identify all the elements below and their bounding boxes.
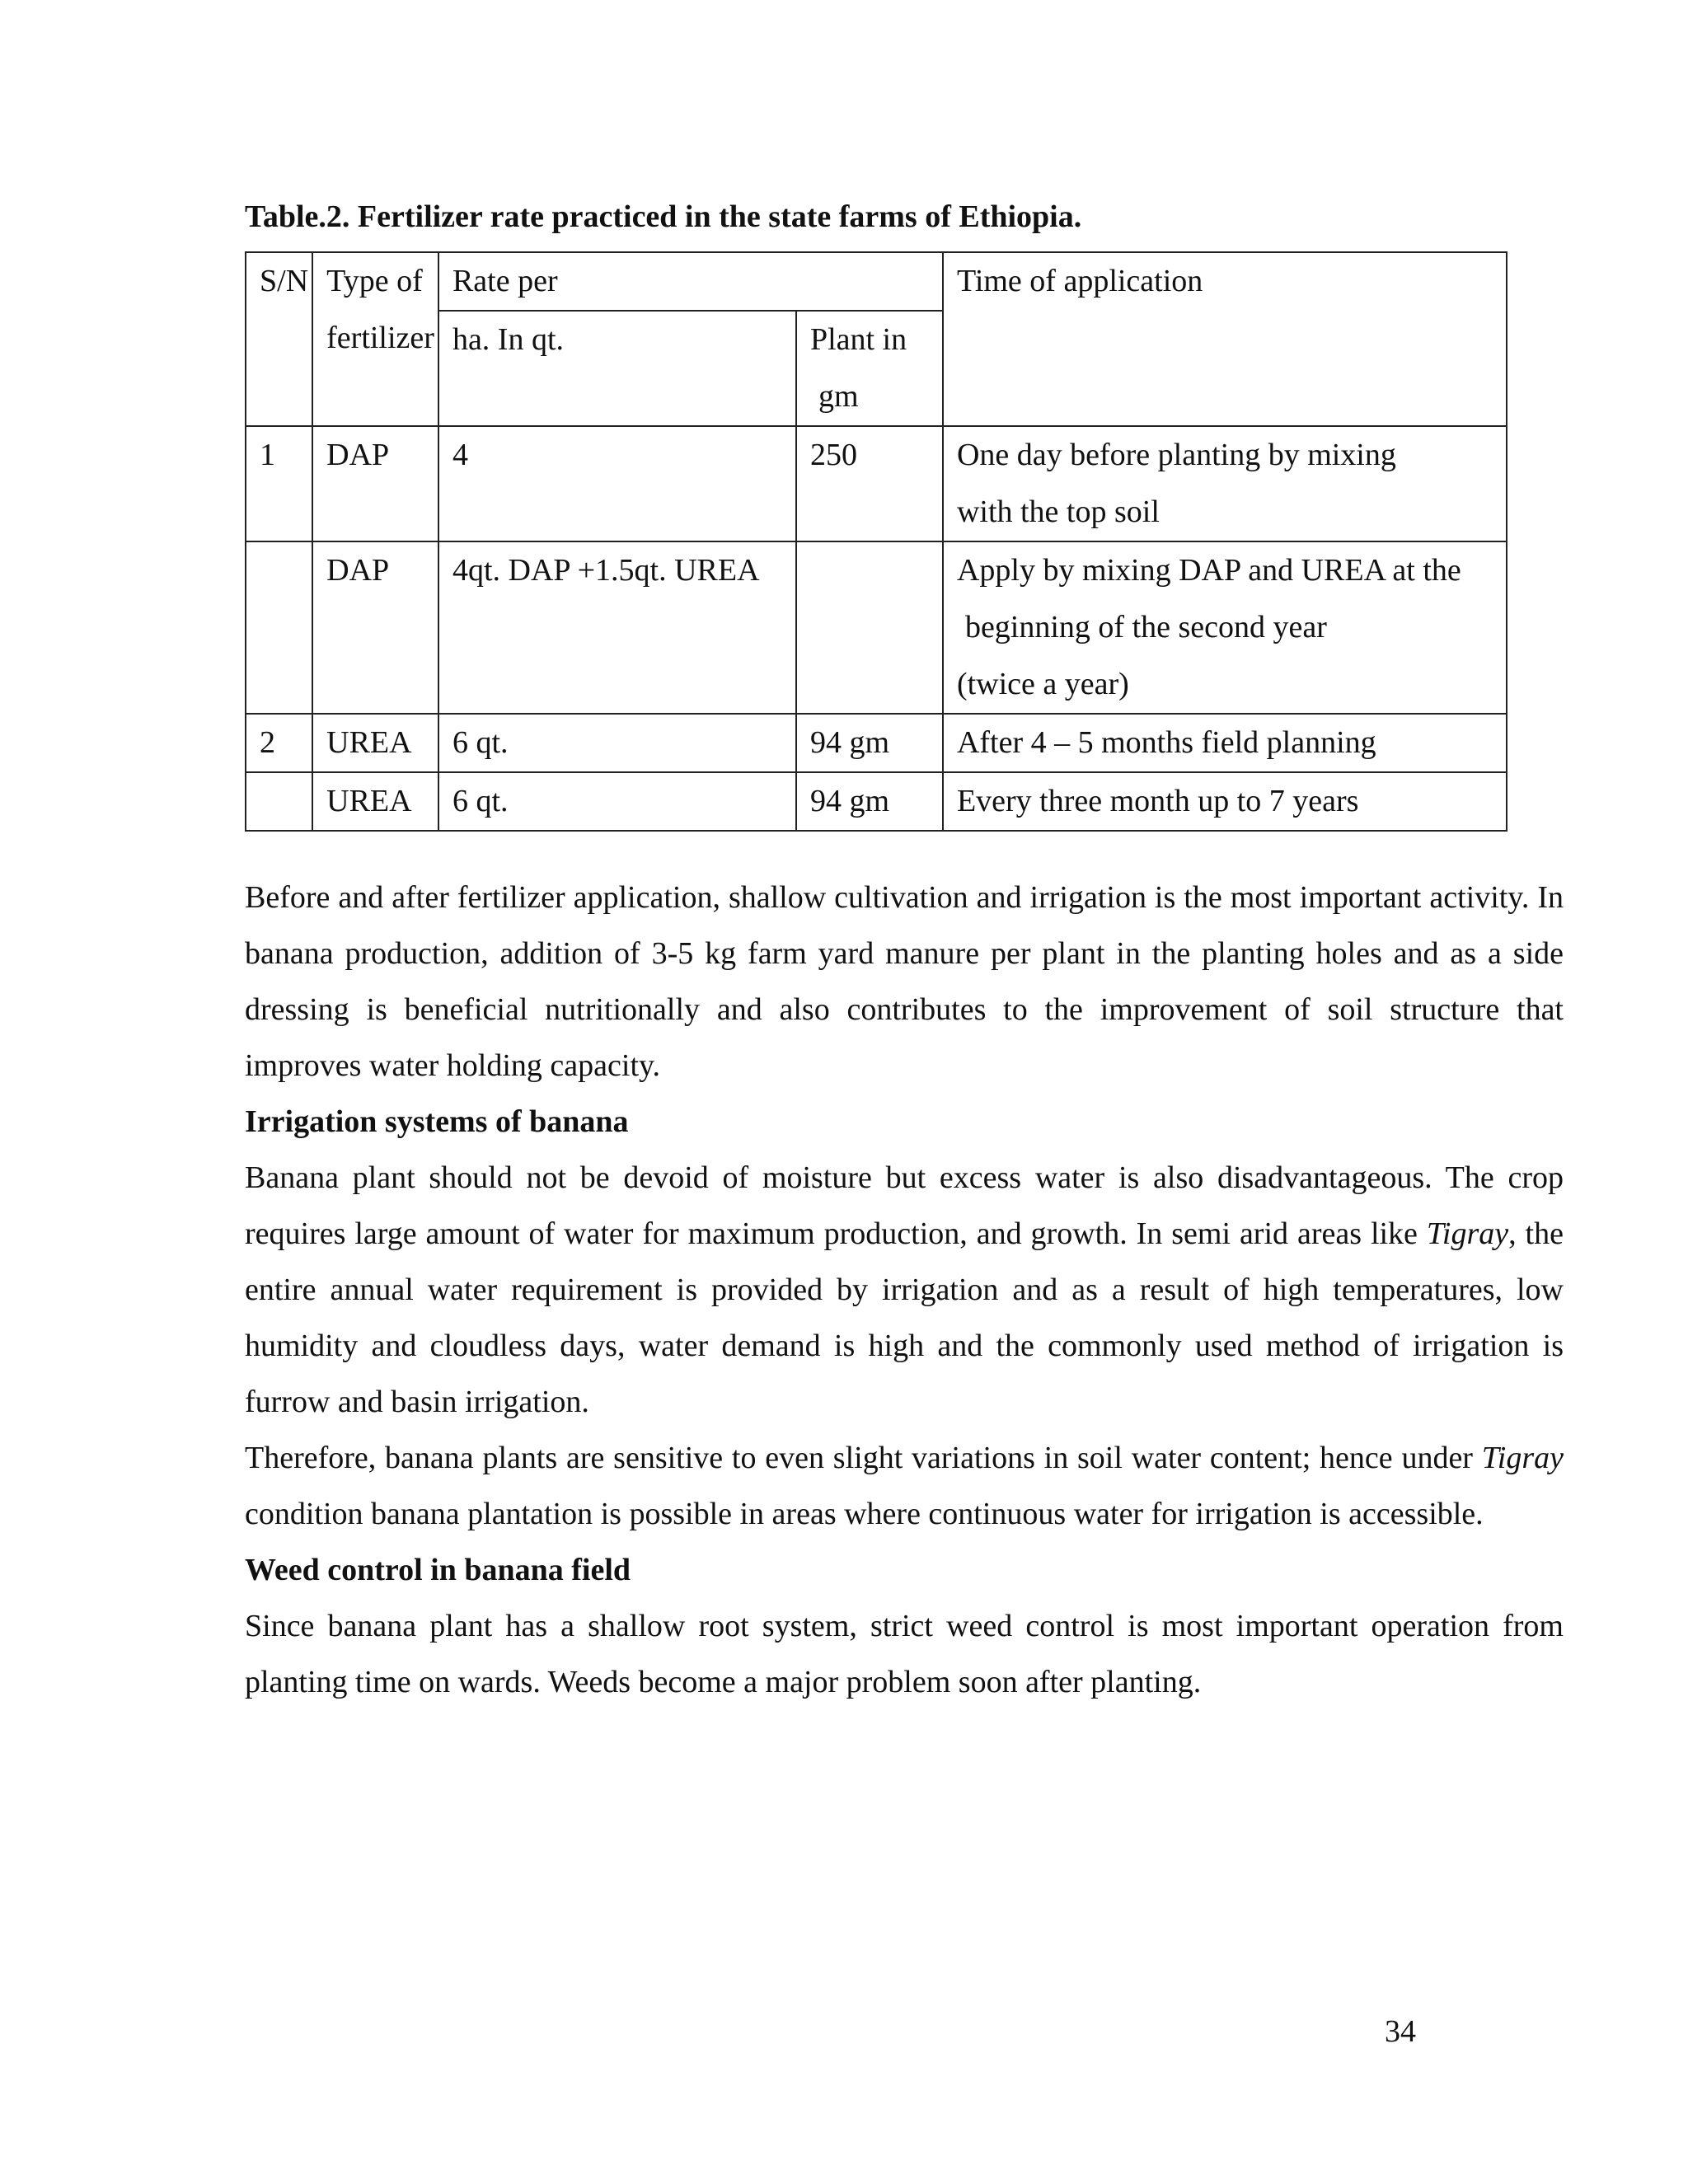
cell-time — [943, 541, 1507, 714]
cell-time-line2: beginning of the second year — [964, 610, 1327, 644]
heading-irrigation: Irrigation systems of banana — [245, 1104, 629, 1139]
cell-ha: 4qt. DAP +1.5qt. UREA — [438, 541, 796, 714]
cell-sn — [246, 772, 312, 831]
cell-time-line1: One day before planting by mixing — [956, 438, 1396, 472]
cell-ha: 4 — [438, 426, 796, 541]
table-header-row — [246, 252, 1507, 311]
cell-plant: 250 — [796, 426, 943, 541]
paragraph-weed: Since banana plant has a shallow root system, strict weed control is most important operation from planting time on wards. Weeds become a major problem soon after planting. — [245, 1609, 1564, 1699]
header-sn-text: S/N — [260, 264, 309, 298]
cell-ha: 6 qt. — [438, 714, 796, 772]
paragraph-irrigation-part2: , the entire annual water requirement is provided by irrigation and as a result of high temperatures, low humidity and cloudless days, water demand is high and the commonly used method of irrigation is furrow and basin irrigation. — [245, 1216, 1564, 1419]
cell-plant — [796, 541, 943, 714]
fertilizer-table — [245, 251, 1507, 832]
cell-type: UREA — [312, 772, 438, 831]
paragraph-irrigation — [245, 1150, 1564, 1430]
header-rate-per-text: Rate per — [452, 264, 558, 298]
table-row — [246, 772, 1507, 831]
paragraph-irrigation-part1: Banana plant should not be devoid of moisture but excess water is also disadvantageous. The crop requires large amount of water for maximum production, and growth. In semi arid areas like — [245, 1160, 1564, 1251]
paragraph-tigray-italic: Tigray — [1481, 1441, 1564, 1475]
cell-time-line1: Every three month up to 7 years — [956, 784, 1359, 818]
table-row — [246, 714, 1507, 772]
header-type-line2: fertilizer — [326, 321, 434, 355]
cell-time-line2: with the top soil — [956, 494, 1160, 529]
cell-time — [943, 714, 1507, 772]
header-plant — [796, 311, 943, 426]
header-time-text: Time of application — [956, 264, 1203, 298]
table-row — [246, 426, 1507, 541]
header-plant-line2: gm — [818, 379, 859, 414]
cell-sn: 1 — [246, 426, 312, 541]
header-ha — [438, 311, 796, 426]
paragraph-tigray-part2: condition banana plantation is possible in areas where continuous water for irrigation is accessible. — [245, 1497, 1484, 1531]
header-sn — [246, 252, 312, 426]
cell-sn — [246, 541, 312, 714]
cell-plant: 94 gm — [796, 772, 943, 831]
cell-time — [943, 426, 1507, 541]
heading-weed: Weed control in banana field — [245, 1553, 631, 1587]
paragraph-irrigation-italic: Tigray — [1426, 1216, 1509, 1251]
cell-type: DAP — [312, 426, 438, 541]
cell-plant: 94 gm — [796, 714, 943, 772]
header-rate-per — [438, 252, 943, 311]
cell-sn: 2 — [246, 714, 312, 772]
table-row — [246, 541, 1507, 714]
cell-time-line3: (twice a year) — [956, 667, 1129, 701]
cell-time-line1: Apply by mixing DAP and UREA at the — [956, 553, 1461, 588]
paragraph-tigray-part1: Therefore, banana plants are sensitive to even slight variations in soil water content; hence under — [245, 1441, 1482, 1475]
header-ha-text: ha. In qt. — [452, 322, 565, 357]
cell-ha: 6 qt. — [438, 772, 796, 831]
header-type — [312, 252, 438, 426]
table-caption: Table.2. Fertilizer rate practiced in the state farms of Ethiopia. — [245, 199, 1082, 234]
header-type-line1: Type of — [326, 264, 423, 298]
cell-type: UREA — [312, 714, 438, 772]
body-text — [245, 869, 1564, 1710]
cell-type: DAP — [312, 541, 438, 714]
page-number: 34 — [1385, 2014, 1416, 2049]
header-time — [943, 252, 1507, 426]
paragraph-fertilizer: Before and after fertilizer application, shallow cultivation and irrigation is the most important activity. In banana production, addition of 3-5 kg farm yard manure per plant in the planting holes and as a side dressing is beneficial nutritionally and also contributes to the improvement of soil structure that improves water holding capacity. — [245, 880, 1564, 1083]
header-plant-line1: Plant in — [809, 322, 907, 357]
cell-time-line1: After 4 – 5 months field planning — [956, 725, 1376, 760]
cell-time — [943, 772, 1507, 831]
paragraph-tigray — [245, 1430, 1564, 1542]
